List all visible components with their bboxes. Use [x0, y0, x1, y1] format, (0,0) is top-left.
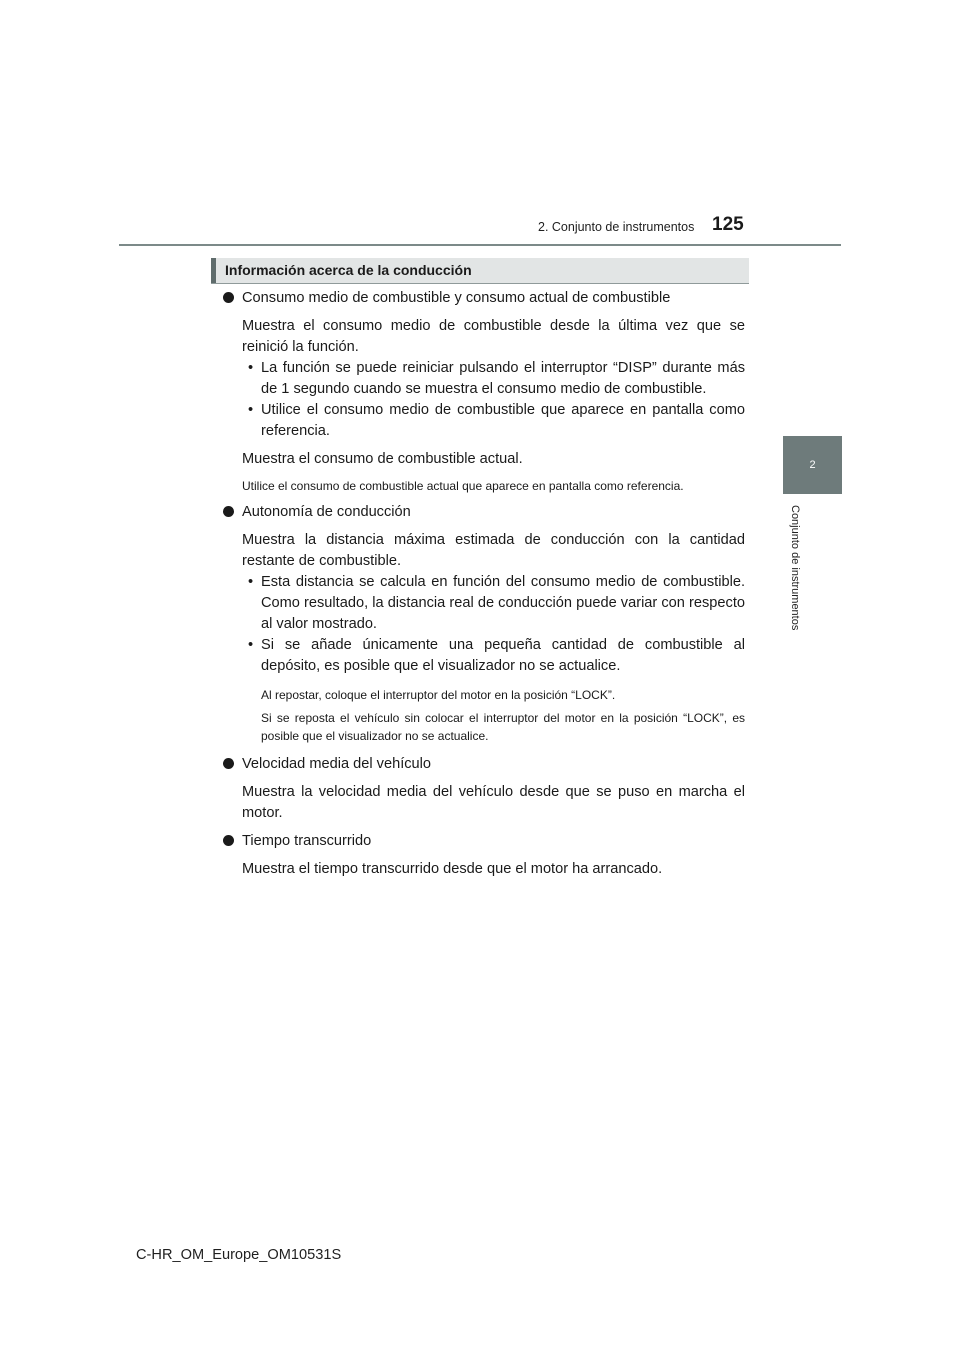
- note: Si se reposta el vehículo sin colocar el interruptor del motor en la posición “LOCK”, es posible que el visualizador no se actualice.: [261, 711, 745, 743]
- section-heading-accent: [211, 258, 216, 283]
- bullet-icon: [223, 835, 234, 846]
- item-title: Velocidad media del vehículo: [222, 754, 745, 775]
- chapter-tab: [783, 436, 842, 494]
- section-heading-rule: [211, 283, 749, 284]
- header-rule: [119, 244, 841, 246]
- paragraph: Muestra la distancia máxima estimada de conducción con la cantidad restante de combustible.: [242, 532, 745, 569]
- sub-item: • Utilice el consumo medio de combustible que aparece en pantalla como referencia.: [248, 402, 745, 439]
- content: [222, 288, 745, 880]
- section-heading-bar: [211, 258, 749, 283]
- sub-item: • Esta distancia se calcula en función del consumo medio de combustible. Como resultado, la distancia real de conducción puede variar con respecto al valor mostrado.: [248, 574, 745, 632]
- sub-bullet-icon: •: [248, 402, 254, 418]
- note: Utilice el consumo de combustible actual que aparece en pantalla como referencia.: [242, 479, 684, 493]
- item-fuel-consumption: [222, 288, 745, 495]
- item-driving-range: [222, 502, 745, 745]
- chapter-tab-label: Conjunto de instrumentos: [789, 505, 801, 631]
- header-section-title: 2. Conjunto de instrumentos: [538, 220, 695, 234]
- sub-bullet-icon: •: [248, 637, 254, 653]
- sub-bullet-icon: •: [248, 574, 254, 590]
- bullet-icon: [223, 292, 234, 303]
- sub-bullet-icon: •: [248, 360, 254, 376]
- note: Al repostar, coloque el interruptor del motor en la posición “LOCK”.: [261, 688, 616, 702]
- paragraph: Muestra el tiempo transcurrido desde que el motor ha arrancado.: [242, 861, 663, 877]
- item-title: Consumo medio de combustible y consumo actual de combustible: [222, 288, 745, 309]
- paragraph: Muestra el consumo de combustible actual.: [242, 451, 523, 467]
- sub-item: • La función se puede reiniciar pulsando el interruptor “DISP” durante más de 1 segundo cuando se muestra el consumo medio de combustible.: [248, 360, 745, 397]
- bullet-icon: [223, 506, 234, 517]
- paragraph: Muestra el consumo medio de combustible desde la última vez que se reinició la función.: [242, 318, 745, 355]
- chapter-tab-number: 2: [809, 459, 816, 471]
- paragraph: Muestra la velocidad media del vehículo desde que se puso en marcha el motor.: [242, 784, 745, 821]
- item-title: Tiempo transcurrido: [222, 831, 745, 852]
- section-heading-title: Información acerca de la conducción: [225, 262, 472, 278]
- bullet-icon: [223, 758, 234, 769]
- page-number: 125: [712, 214, 744, 235]
- item-elapsed-time: [222, 831, 745, 880]
- footer-document-code: C-HR_OM_Europe_OM10531S: [136, 1247, 342, 1263]
- item-title: Autonomía de conducción: [222, 502, 745, 523]
- sub-item: • Si se añade únicamente una pequeña cantidad de combustible al depósito, es posible que el visualizador no se actualice.: [248, 637, 745, 674]
- item-average-speed: [222, 754, 745, 824]
